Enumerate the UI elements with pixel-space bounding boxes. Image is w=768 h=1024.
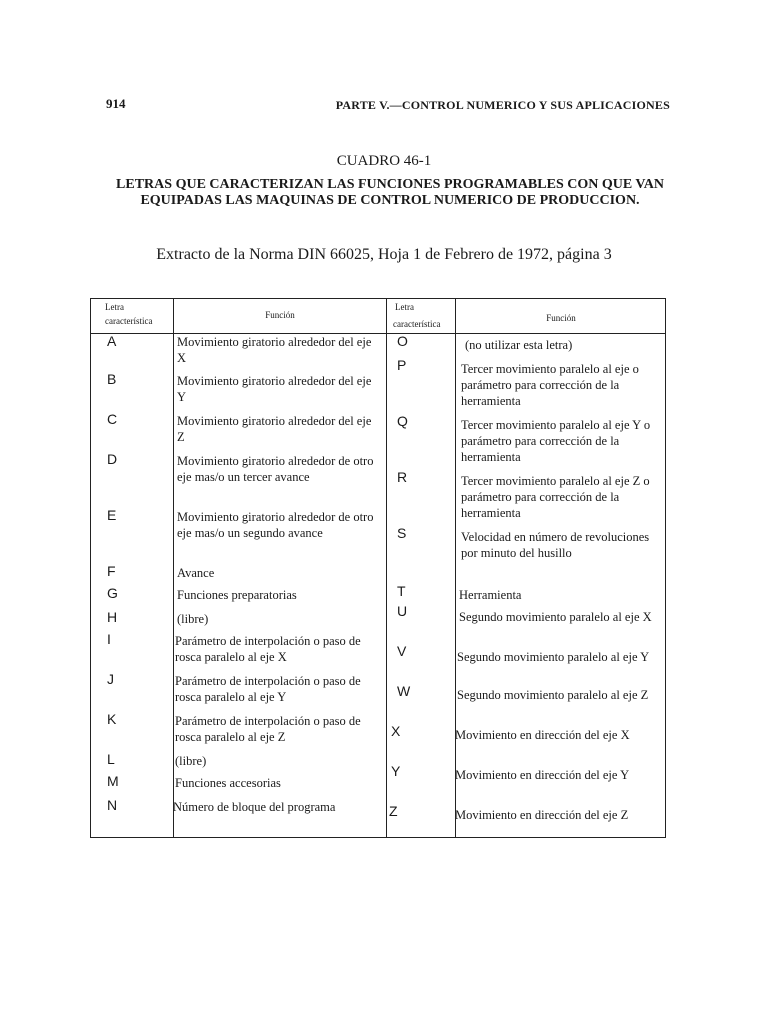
row-function: Movimiento giratorio alrededor del eje Z <box>177 414 372 444</box>
row-letter: Z <box>389 803 398 819</box>
row-function: Parámetro de interpolación o paso de rosca paralelo al eje Z <box>175 714 361 744</box>
row-function: Movimiento giratorio alrededor de otro eje mas/o un segundo avance <box>177 510 374 540</box>
header-function-left: Función <box>265 310 295 320</box>
row-function: Movimiento giratorio alrededor del eje Y <box>177 374 372 404</box>
running-head: PARTE V.—CONTROL NUMERICO Y SUS APLICACIONES <box>335 98 670 112</box>
row-function: Segundo movimiento paralelo al eje Y <box>457 650 650 664</box>
header-letter-left-2: característica <box>105 316 153 326</box>
column-divider <box>386 299 387 837</box>
row-letter: R <box>397 469 408 485</box>
row-letter: U <box>397 603 408 619</box>
row-letter: E <box>107 507 117 523</box>
row-function: Movimiento giratorio alrededor de otro eje mas/o un tercer avance <box>177 454 374 484</box>
row-function: Herramienta <box>459 588 522 602</box>
row-letter: Y <box>391 763 401 779</box>
row-letter: T <box>397 583 406 599</box>
row-letter: F <box>107 563 116 579</box>
letters-table <box>90 298 666 838</box>
row-function: Movimiento giratorio alrededor del eje X <box>177 335 372 365</box>
row-letter: G <box>107 585 118 601</box>
table-number: CUADRO 46-1 <box>336 153 432 169</box>
row-letter: M <box>107 773 119 789</box>
row-function: Parámetro de interpolación o paso de rosca paralelo al eje Y <box>175 674 361 704</box>
row-letter: H <box>107 609 118 625</box>
row-function: Funciones preparatorias <box>177 588 297 602</box>
row-letter: X <box>391 723 401 739</box>
row-letter: A <box>107 333 117 349</box>
column-divider <box>173 299 174 837</box>
table-source: Extracto de la Norma DIN 66025, Hoja 1 de Febrero de 1972, página 3 <box>156 246 612 263</box>
row-letter: S <box>397 525 407 541</box>
row-function: Tercer movimiento paralelo al eje o parámetro para corrección de la herramienta <box>461 362 639 408</box>
column-divider <box>455 299 456 837</box>
row-function: Segundo movimiento paralelo al eje X <box>459 610 652 624</box>
row-letter: V <box>397 643 407 659</box>
row-letter: K <box>107 711 117 727</box>
table-title: LETRAS QUE CARACTERIZAN LAS FUNCIONES PROGRAMABLES CON QUE VAN EQUIPADAS LAS MAQUINAS DE CONTROL NUMERICO DE PRODUCCION. <box>116 177 664 208</box>
row-function: Parámetro de interpolación o paso de rosca paralelo al eje X <box>175 634 361 664</box>
row-function: Movimiento en dirección del eje Z <box>455 808 629 822</box>
row-letter: D <box>107 451 118 467</box>
header-letter-right-2: característica <box>393 319 441 329</box>
row-letter: B <box>107 371 117 387</box>
page-number: 914 <box>106 96 126 111</box>
row-function: (no utilizar esta letra) <box>465 338 573 352</box>
row-function: Funciones accesorias <box>175 776 281 790</box>
row-letter: W <box>397 683 411 699</box>
row-letter: J <box>107 671 114 687</box>
row-letter: Q <box>397 413 408 429</box>
row-function: Velocidad en número de revoluciones por minuto del husillo <box>461 530 650 560</box>
row-function: Movimiento en dirección del eje X <box>455 728 630 742</box>
row-letter: O <box>397 333 408 349</box>
row-function: Tercer movimiento paralelo al eje Z o parámetro para corrección de la herramienta <box>461 474 650 520</box>
row-letter: C <box>107 411 118 427</box>
header-function-right: Función <box>546 313 576 323</box>
row-function: Movimiento en dirección del eje Y <box>455 768 630 782</box>
row-letter: I <box>107 631 111 647</box>
row-function: (libre) <box>177 612 209 626</box>
header-letter-left-1: Letra <box>105 302 124 312</box>
row-function: Tercer movimiento paralelo al eje Y o parámetro para corrección de la herramienta <box>461 418 651 464</box>
row-function: Segundo movimiento paralelo al eje Z <box>457 688 649 702</box>
row-letter: P <box>397 357 407 373</box>
row-function: Avance <box>177 566 215 580</box>
header-letter-right-1: Letra <box>395 302 414 312</box>
row-letter: L <box>107 751 115 767</box>
row-letter: N <box>107 797 118 813</box>
row-function: (libre) <box>175 754 207 768</box>
row-function: Número de bloque del programa <box>173 800 336 814</box>
